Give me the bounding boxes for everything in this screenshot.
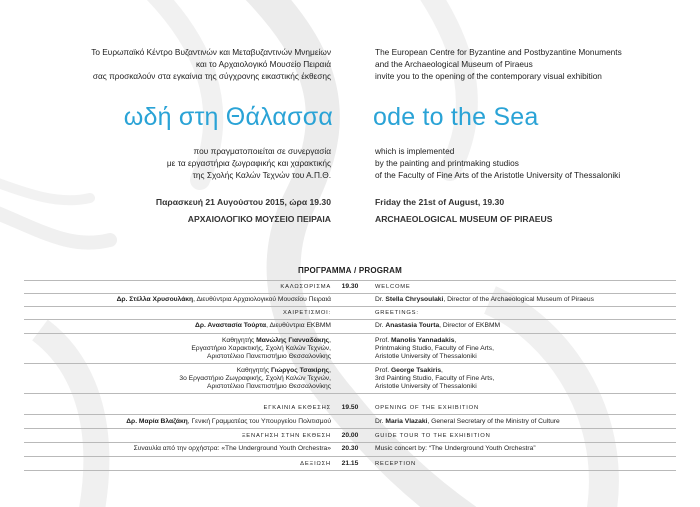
speaker-line <box>375 337 494 345</box>
speaker-title: , Γενική Γραμματέας του Υπουργείου Πολιτισμού <box>187 418 331 425</box>
speaker-punct: , <box>441 367 443 374</box>
concert-english: Music concert by: “The Underground Youth Orchestra” <box>375 445 536 452</box>
speaker-english <box>375 367 494 392</box>
divider <box>24 470 676 471</box>
speaker-english <box>375 322 500 330</box>
divider <box>24 456 676 457</box>
collab-greek <box>167 145 331 181</box>
speaker-name: Δρ. Στέλλα Χρυσουλάκη <box>116 296 194 303</box>
concert-greek: Συναυλία από την ορχήστρα: «The Underground Youth Orchestra» <box>133 445 331 452</box>
divider <box>24 319 676 320</box>
speaker-punct: , <box>454 337 457 344</box>
speaker-line: Aristotle University of Thessaloniki <box>375 383 477 391</box>
intro-english-line: The European Centre for Byzantine and Postbyzantine Monuments <box>375 47 622 57</box>
speaker-title: , General Secretary of the Ministry of Culture <box>427 418 560 425</box>
speaker-name: Anastasia Tourta <box>385 322 440 329</box>
speaker-name: Μανώλης Γιανναδάκης <box>256 337 330 344</box>
intro-greek <box>91 46 331 82</box>
speaker-punct: , <box>329 367 331 374</box>
title-greek: ωδή στη Θάλασσα <box>123 103 333 131</box>
speaker-line <box>375 367 494 375</box>
divider <box>24 442 676 443</box>
speaker-name: Manolis Yannadakis <box>390 337 455 344</box>
speaker-line: Εργαστήριο Χαρακτικής, Σχολή Καλών Τεχνών, <box>191 345 331 353</box>
tour-time: 20.00 <box>341 432 359 439</box>
event-date-greek: Παρασκευή 21 Αυγούστου 2015, ώρα 19.30 <box>155 197 331 207</box>
event-greek <box>156 194 331 228</box>
program-heading: ΠΡΟΓΡΑΜΜΑ / PROGRAM <box>297 266 402 275</box>
speaker-title: , Διευθύντρια ΕΚΒΜΜ <box>266 322 331 329</box>
speaker-name: Δρ. Μαρία Βλαζάκη <box>126 418 188 425</box>
collab-greek-line: της Σχολής Καλών Τεχνών του Α.Π.Θ. <box>192 170 331 180</box>
speaker-greek <box>126 418 331 426</box>
tour-label-english: GUIDE TOUR TO THE EXHIBITION <box>375 433 491 439</box>
speaker-prefix: Prof. <box>375 367 391 374</box>
title-english: ode to the Sea <box>373 103 539 131</box>
collab-greek-line: που πραγματοποιείται σε συνεργασία <box>193 146 331 156</box>
opening-time: 19.50 <box>341 404 359 411</box>
divider <box>24 428 676 429</box>
speaker-name: Maria Vlazaki <box>385 418 428 425</box>
event-english <box>375 194 552 228</box>
greetings-label-greek: ΧΑΙΡΕΤΙΣΜΟΙ: <box>283 310 331 316</box>
tour-label-greek: ΞΕΝΑΓΗΣΗ ΣΤΗΝ ΕΚΘΕΣΗ <box>241 433 331 439</box>
speaker-english <box>375 296 594 304</box>
speaker-line: 3rd Painting Studio, Faculty of Fine Arts, <box>375 375 495 383</box>
speaker-line: Αριστοτέλειο Πανεπιστήμιο Θεσσαλονίκης <box>207 353 331 361</box>
speaker-prefix: Καθηγητής <box>221 337 257 344</box>
welcome-time: 19.30 <box>341 283 359 290</box>
collab-english <box>375 145 620 181</box>
intro-greek-line: και το Αρχαιολογικό Μουσείο Πειραιά <box>195 59 331 69</box>
intro-english-line: invite you to the opening of the contemporary visual exhibition <box>375 71 602 81</box>
welcome-label-greek: ΚΑΛΩΣΟΡΙΣΜΑ <box>280 284 331 290</box>
speaker-name: Stella Chrysoulaki <box>385 296 444 303</box>
collab-english-line: by the painting and printmaking studios <box>375 158 519 168</box>
speaker-english <box>375 337 494 362</box>
reception-label-english: RECEPTION <box>375 461 417 467</box>
speaker-name: Γιώργος Τσακίρης <box>270 367 330 374</box>
speaker-prefix: Dr. <box>375 296 386 303</box>
speaker-greek <box>191 337 331 362</box>
speaker-prefix: Καθηγητής <box>236 367 271 374</box>
speaker-line <box>179 367 331 375</box>
welcome-label-english: WELCOME <box>375 284 411 290</box>
event-venue-english: ARCHAEOLOGICAL MUSEUM OF PIRAEUS <box>375 214 553 224</box>
speaker-line: Aristotle University of Thessaloniki <box>375 353 477 361</box>
divider <box>24 363 676 364</box>
collab-english-line: which is implemented <box>375 146 455 156</box>
speaker-name: George Tsakiris <box>390 367 442 374</box>
divider <box>24 393 676 394</box>
speaker-prefix: Prof. <box>375 337 391 344</box>
speaker-line <box>191 337 331 345</box>
intro-greek-line: Το Ευρωπαϊκό Κέντρο Βυζαντινών και Μεταβυζαντινών Μνημείων <box>91 47 331 57</box>
speaker-line: Printmaking Studio, Faculty of Fine Arts, <box>375 345 494 353</box>
intro-greek-line: σας προσκαλούν στα εγκαίνια της σύγχρονης εικαστικής έκθεσης <box>92 71 331 81</box>
speaker-greek <box>195 322 331 330</box>
speaker-greek <box>117 296 331 304</box>
speaker-title: , Director of EKBMM <box>439 322 501 329</box>
concert-time: 20.30 <box>341 445 359 452</box>
divider <box>24 306 676 307</box>
speaker-name: Δρ. Αναστασία Τούρτα <box>195 322 267 329</box>
collab-greek-line: με τα εργαστήρια ζωγραφικής και χαρακτικής <box>166 158 331 168</box>
greetings-label-english: GREETINGS: <box>375 310 419 316</box>
intro-english-line: and the Archaeological Museum of Piraeus <box>375 59 533 69</box>
divider <box>24 293 676 294</box>
speaker-title: , Διευθύντρια Αρχαιολογικού Μουσείου Πειραιά <box>193 296 331 303</box>
speaker-prefix: Dr. <box>375 418 386 425</box>
opening-label-english: OPENING OF THE EXHIBITION <box>375 405 479 411</box>
speaker-prefix: Dr. <box>375 322 386 329</box>
reception-label-greek: ΔΕΞΙΩΣΗ <box>300 461 331 467</box>
opening-label-greek: ΕΓΚΑΙΝΙΑ ΕΚΘΕΣΗΣ <box>263 405 331 411</box>
speaker-punct: , <box>329 337 331 344</box>
speaker-english <box>375 418 560 426</box>
speaker-greek <box>179 367 331 392</box>
event-venue-greek: ΑΡΧΑΙΟΛΟΓΙΚΟ ΜΟΥΣΕΙΟ ΠΕΙΡΑΙΑ <box>187 214 331 224</box>
divider <box>24 414 676 415</box>
reception-time: 21.15 <box>341 460 359 467</box>
collab-english-line: of the Faculty of Fine Arts of the Aristotle University of Thessaloniki <box>375 170 621 180</box>
speaker-line: 3ο Εργαστήριο Ζωγραφικής, Σχολή Καλών Τεχνών, <box>179 375 331 383</box>
divider <box>24 280 676 281</box>
speaker-title: , Director of the Archaeological Museum of Piraeus <box>443 296 594 303</box>
intro-english <box>375 46 622 82</box>
speaker-line: Αριστοτέλειο Πανεπιστήμιο Θεσσαλονίκης <box>207 383 331 391</box>
event-date-english: Friday the 21st of August, 19.30 <box>375 197 505 207</box>
divider <box>24 333 676 334</box>
